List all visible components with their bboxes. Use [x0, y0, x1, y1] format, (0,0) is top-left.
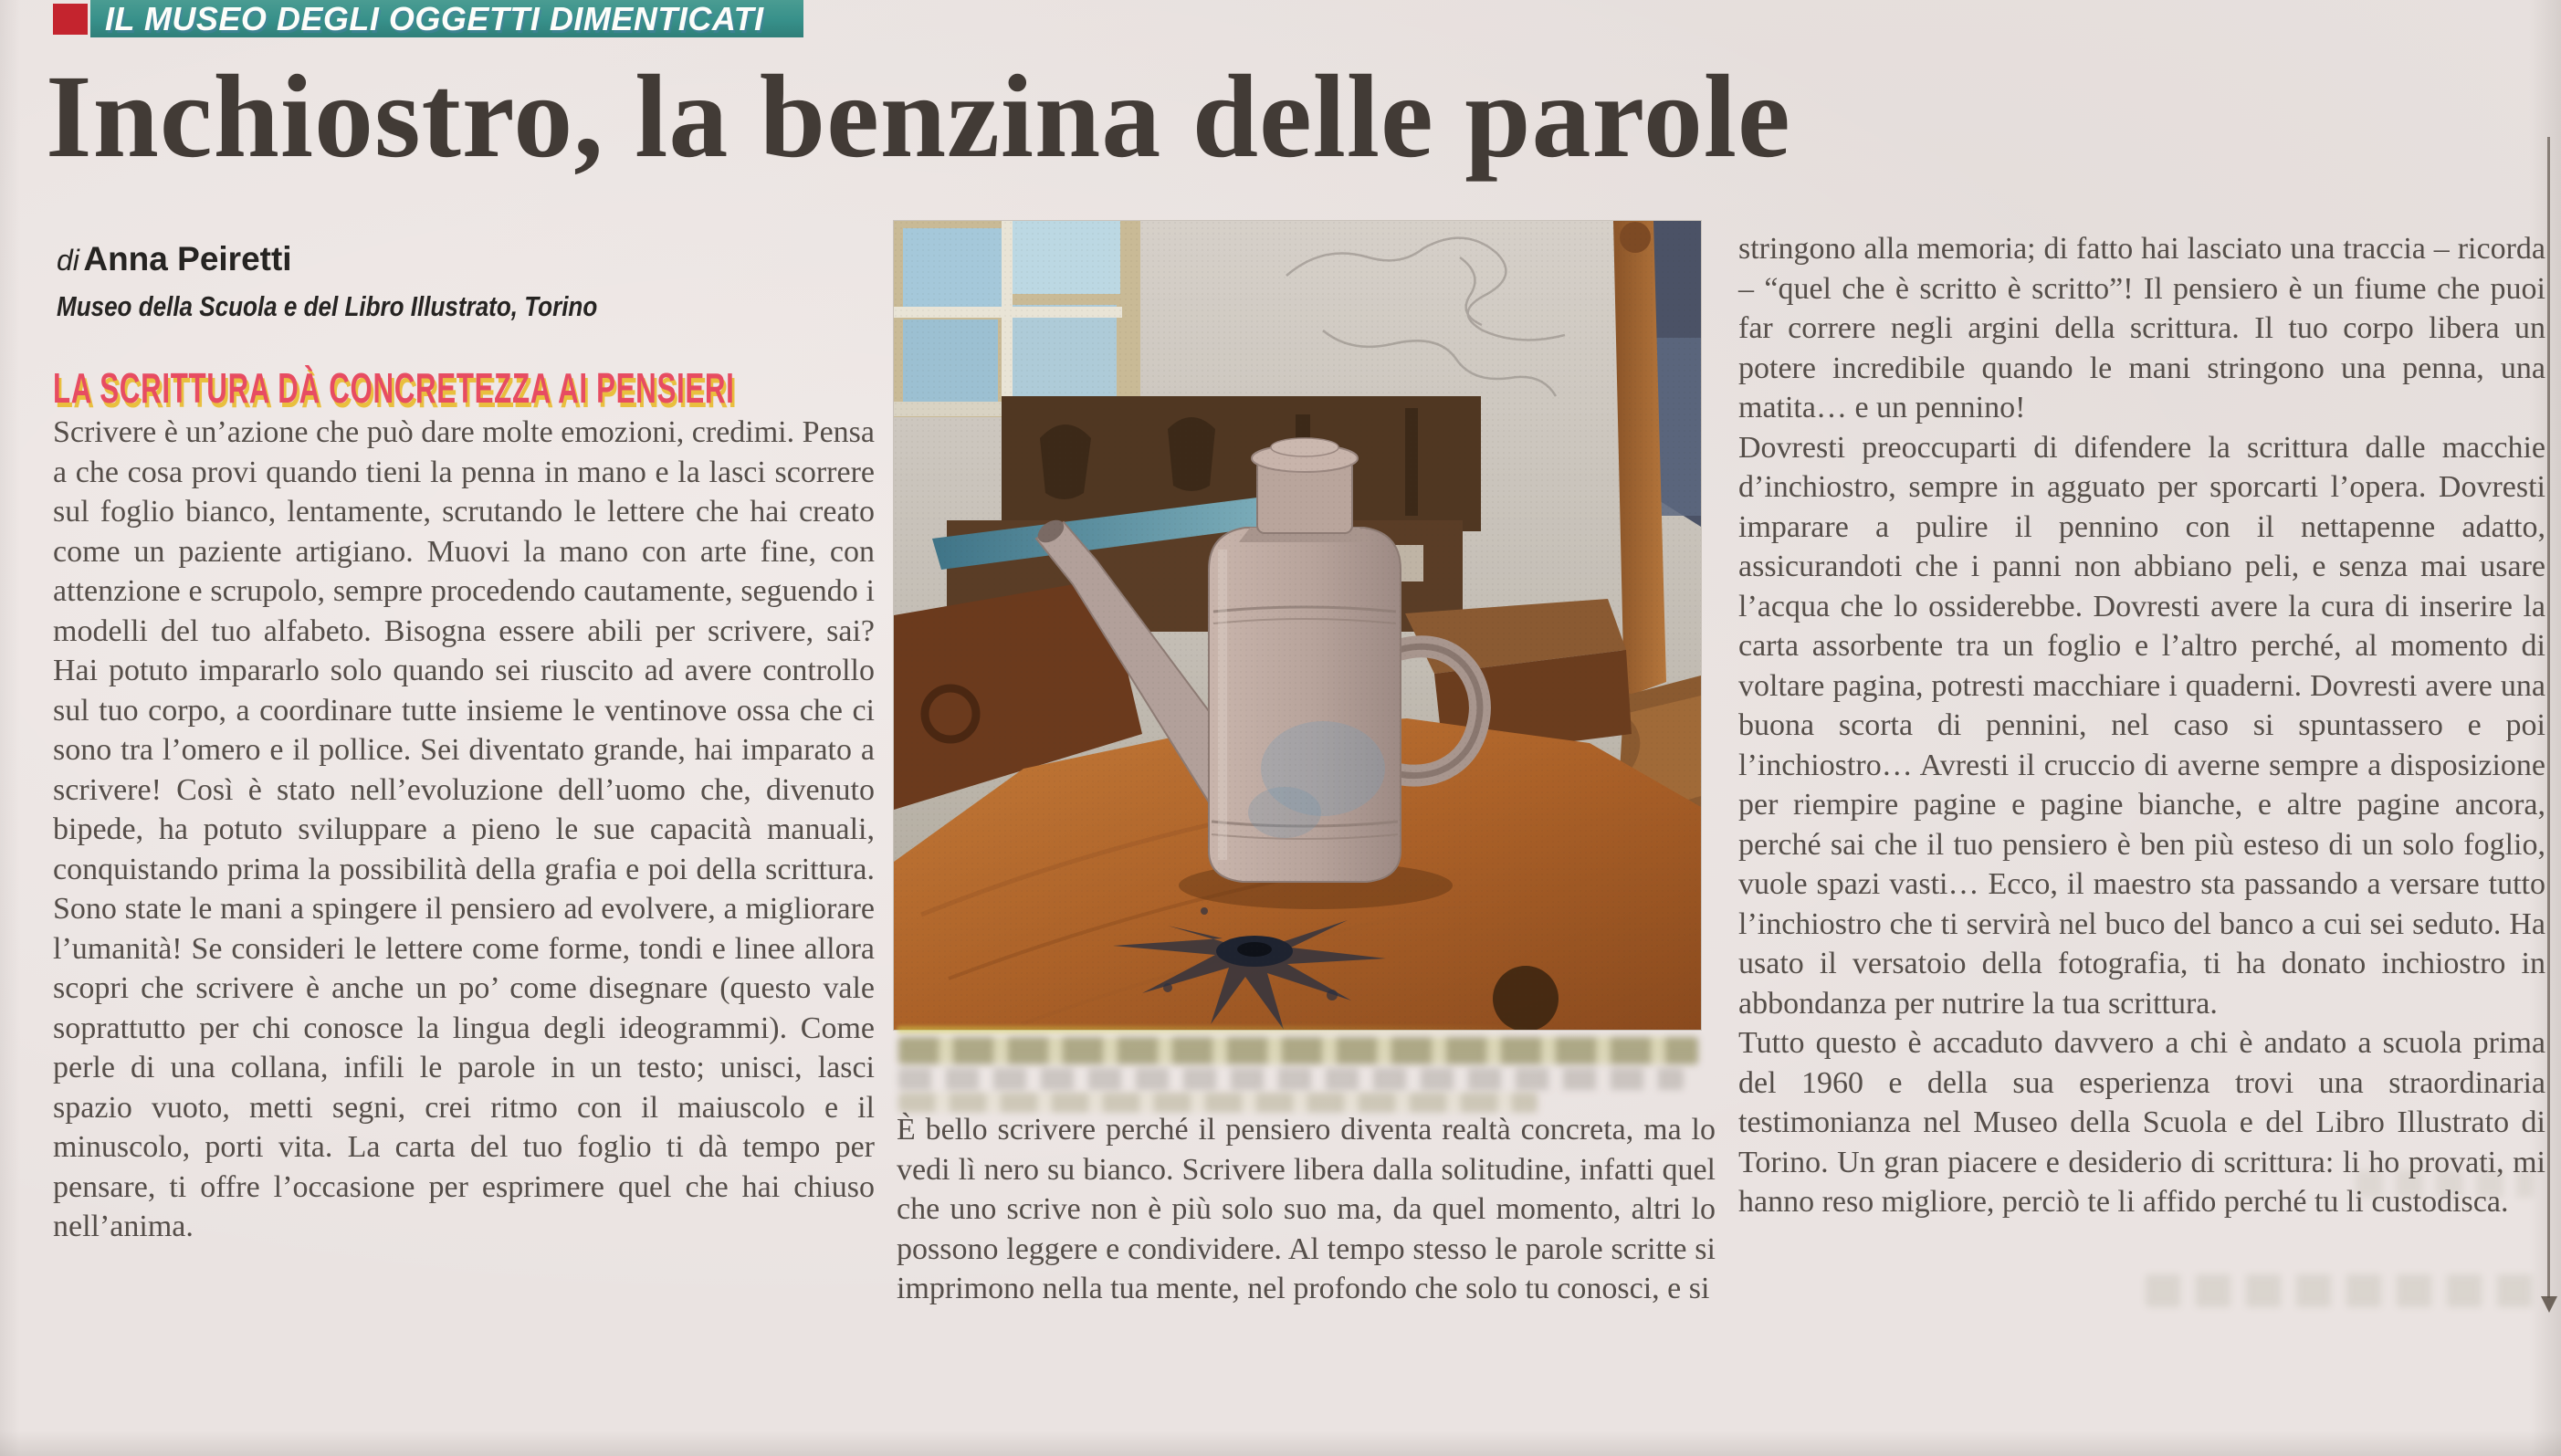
article-column-3	[1738, 229, 2545, 1379]
paragraph: Tutto questo è accaduto davvero a chi è andato a scuola prima del 1960 e della sua esperienza trovi una straordinaria testimonianza nel Museo della Scuola e del Libro Illustrato di Torino. Un gran piacere e desiderio di scrittura: li ho provati, mi hanno reso migliore, perciò te li affido perché tu li custodisca.	[1738, 1026, 2545, 1219]
byline	[57, 239, 700, 332]
paragraph: stringono alla memoria; di fatto hai lasciato una traccia – ricorda – “quel che è scritto è scritto”! Il pensiero è un fiume che puoi far correre negli argini della scrittura. Il tuo corpo libera un potere incredibile quando le mani stringono una penna, una matita… e un pennino!	[1738, 232, 2545, 424]
page-title: Inchiostro, la benzina delle parole	[46, 51, 1791, 183]
continuation-arrow-icon	[2541, 1296, 2557, 1313]
column-rule	[2547, 137, 2550, 1298]
paragraph: Dovresti preoccuparti di difendere la scrittura dalle macchie d’inchiostro, sempre in agguato per sporcarti l’opera. Dovresti imparare a pulire il pennino con il nettapenne adatto, assicurandoti che i panni non abbiano peli, e senza mai usare l’acqua che lo ossiderebbe. Dovresti avere la cura di inserire la carta assorbente tra un foglio e l’altro perché, al momento di voltare pagina, potresti macchiare i quaderni. Dovresti avere una buona scorta di pennini, nel caso si spuntassero e poi l’inchiostro… Avresti il cruccio di averne sempre a disposizione per riempire pagine e pagine bianche, e altre pagine ancora, perché sai che il tuo pensiero è ben più esteso di un solo foglio, vuole spazi vasti… Ecco, il maestro sta passando a versare tutto l’inchiostro che ti servirà nel buco del banco a cui sei seduto. Ha usato il versatoio della fotografia, ti ha donato inchiostro in abbondanza per nutrire la tua scrittura.	[1738, 430, 2545, 1021]
photo-edge-bleed	[897, 1026, 1536, 1033]
paragraph: Scrivere è un’azione che può dare molte emozioni, credimi. Pensa a che cosa provi quando tieni la penna in mano e la lasci scorrere sul foglio bianco, lentamente, scrutando le lettere che hai creato come un paziente artigiano. Muovi la mano con arte fine, con attenzione e scrupolo, sempre procedendo cautamente, seguendo i modelli del tuo alfabeto. Bisogna essere abili per scrivere, sai? Hai potuto impararlo solo quando sei riuscito ad avere controllo sul tuo corpo, a coordinare tutte insieme le ventinove ossa che ci sono tra l’omero e il pollice. Sei diventato grande, hai imparato a scrivere! Così è stato nell’evoluzione dell’uomo che, divenuto bipede, ha potuto sviluppare a pieno le sue capacità manuali, conquistando prima la possibilità della grafia e poi della scrittura. Sono state le mani a spingere il pensiero ad evolvere, a migliorare l’umanità! Se consideri le lettere come forme, tondi e linee allora scopri che scrivere è anche un po’ come disegnare (questo vale soprattutto per chi conosce la lingua degli ideogrammi). Come perle di una collana, infili le parole in un testo; unisci, lasci spazio vuoto, metti segni, crei ritmo con il maiuscolo e il minuscolo, porti vita. La carta del tuo foglio ti dà tempo per pensare, ti offre l’occasione per esprimere quel che hai chiuso nell’anima.	[53, 415, 875, 1243]
byline-name: Anna Peiretti	[83, 240, 292, 278]
classroom-photo-illustration	[894, 221, 1701, 1030]
caption-bleed-line	[898, 1037, 1698, 1064]
article-column-1	[53, 413, 875, 1353]
section-heading: LA SCRITTURA DÀ CONCRETEZZA AI PENSIERI	[53, 364, 735, 412]
article-photo	[894, 221, 1701, 1030]
byline-affiliation: Museo della Scuola e del Libro Illustrato, Torino	[57, 290, 598, 322]
paragraph: È bello scrivere perché il pensiero diventa realtà concreta, ma lo vedi lì nero su bianco. Scrivere libera dalla solitudine, infatti quel che uno scrive non è più solo suo ma, da quel momento, altri lo possono leggere e condividere. Al tempo stesso le parole scritte si imprimono nella tua mente, nel profondo che solo tu conosci, e si	[897, 1113, 1716, 1305]
halftone-overlay	[894, 221, 1701, 1030]
article-column-2	[897, 1110, 1716, 1366]
kicker-bar	[90, 0, 803, 37]
kicker-label: IL MUSEO DEGLI OGGETTI DIMENTICATI	[105, 0, 764, 37]
kicker-red-square	[53, 4, 88, 35]
byline-prefix: di	[57, 244, 79, 277]
caption-bleed-line	[898, 1068, 1684, 1090]
